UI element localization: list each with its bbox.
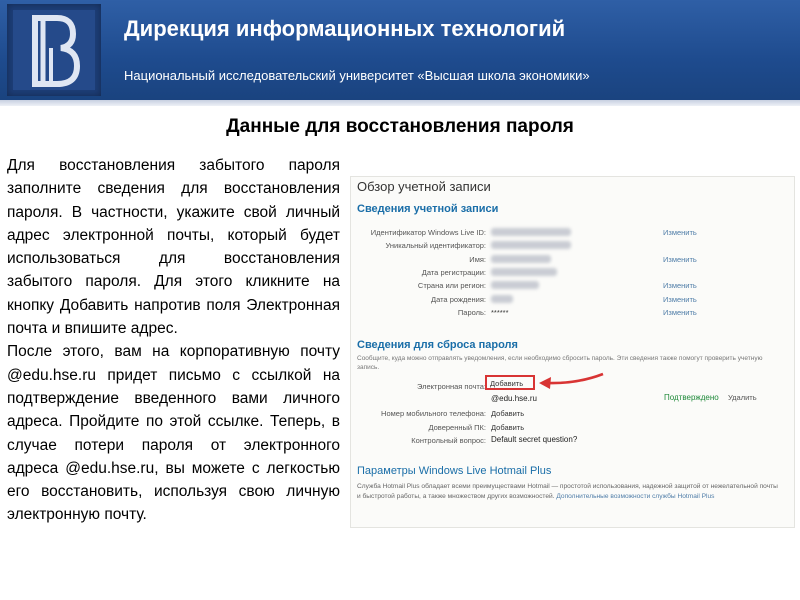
account-row xyxy=(351,239,794,252)
redacted-value xyxy=(491,268,557,276)
add-phone-link[interactable]: Добавить xyxy=(491,409,525,418)
header-bar xyxy=(0,0,800,100)
redacted-value xyxy=(491,228,571,236)
hotmail-section-heading: Параметры Windows Live Hotmail Plus xyxy=(357,465,552,477)
account-row xyxy=(351,293,794,306)
delete-email-link[interactable]: Удалить xyxy=(728,393,757,402)
header-subtitle: Национальный исследовательский университет «Высшая школа экономики» xyxy=(124,68,590,83)
add-email-button[interactable]: Добавить xyxy=(485,375,535,390)
reset-note: Сообщите, куда можно отправлять уведомления, если необходимо сбросить пароль. Эти сведения также помогут проверить учетную запись. xyxy=(357,355,763,371)
redacted-value xyxy=(491,281,539,289)
account-row-label: Пароль: xyxy=(457,308,486,317)
email-label: Электронная почта: xyxy=(416,382,486,391)
redacted-value xyxy=(491,255,551,263)
account-row-label: Страна или регион: xyxy=(417,281,486,290)
reset-row-label: Контрольный вопрос: xyxy=(411,436,486,445)
secret-question-value: Default secret question? xyxy=(491,435,578,444)
header-title: Дирекция информационных технологий xyxy=(124,16,566,41)
edit-link[interactable]: Изменить xyxy=(663,295,697,304)
add-trusted-pc-link[interactable]: Добавить xyxy=(491,423,525,432)
redacted-value xyxy=(491,295,513,303)
arrow-left-icon xyxy=(537,372,607,392)
instruction-paragraph-1: Для восстановления забытого пароля заполните сведения для восстановления пароля. В частности, укажите свой личный адрес электронной почты, который будет использоваться для восстановления забытого пароля. Для этого кликните на кнопку Добавить напротив поля Электронная почта и впишите адрес. xyxy=(7,157,340,338)
account-row-label: Идентификатор Windows Live ID: xyxy=(370,228,486,237)
edit-link[interactable]: Изменить xyxy=(663,255,697,264)
email-value: @edu.hse.ru xyxy=(491,394,537,403)
hse-logo-icon xyxy=(7,4,101,96)
account-row xyxy=(351,226,794,239)
edit-link[interactable]: Изменить xyxy=(663,308,697,317)
account-row xyxy=(351,306,794,319)
reset-section-heading: Сведения для сброса пароля xyxy=(357,339,518,351)
header-divider xyxy=(0,100,800,106)
redacted-value xyxy=(491,241,571,249)
account-row-label: Дата рождения: xyxy=(431,295,486,304)
account-row xyxy=(351,253,794,266)
password-value: ****** xyxy=(491,308,509,317)
hotmail-description xyxy=(357,482,782,502)
slide-title: Данные для восстановления пароля xyxy=(226,116,574,137)
edit-link[interactable]: Изменить xyxy=(663,228,697,237)
account-overview-heading: Обзор учетной записи xyxy=(357,179,491,194)
reset-row xyxy=(351,407,794,420)
reset-row xyxy=(351,421,794,434)
instruction-text xyxy=(7,154,340,527)
edit-link[interactable]: Изменить xyxy=(663,281,697,290)
account-row xyxy=(351,279,794,292)
reset-row-label: Доверенный ПК: xyxy=(428,423,486,432)
account-row-label: Имя: xyxy=(469,255,486,264)
instruction-paragraph-2: После этого, вам на корпоративную почту @edu.hse.ru придет письмо с ссылкой на подтверждение введенного вами личного адреса. Пройдите по этой ссылке. Теперь, в случае потери пароля от электронного адреса @edu.hse.ru, вы можете с легкостью его восстановить, используя свою личную электронную почту. xyxy=(7,343,340,524)
account-row-label: Дата регистрации: xyxy=(421,268,486,277)
account-row-label: Уникальный идентификатор: xyxy=(385,241,486,250)
hotmail-plus-link[interactable]: Дополнительные возможности службы Hotmail Plus xyxy=(556,493,715,500)
account-section-heading: Сведения учетной записи xyxy=(357,203,499,215)
email-status: Подтверждено xyxy=(664,393,719,402)
hotmail-text: Служба Hotmail Plus обладает всеми преимуществами Hotmail — простотой использования, надежной защитой от нежелательной почты и быстротой работы, а также множеством других возможностей. xyxy=(357,483,778,500)
account-overview-screenshot xyxy=(350,176,795,528)
reset-row-label: Номер мобильного телефона: xyxy=(381,409,486,418)
account-row xyxy=(351,266,794,279)
